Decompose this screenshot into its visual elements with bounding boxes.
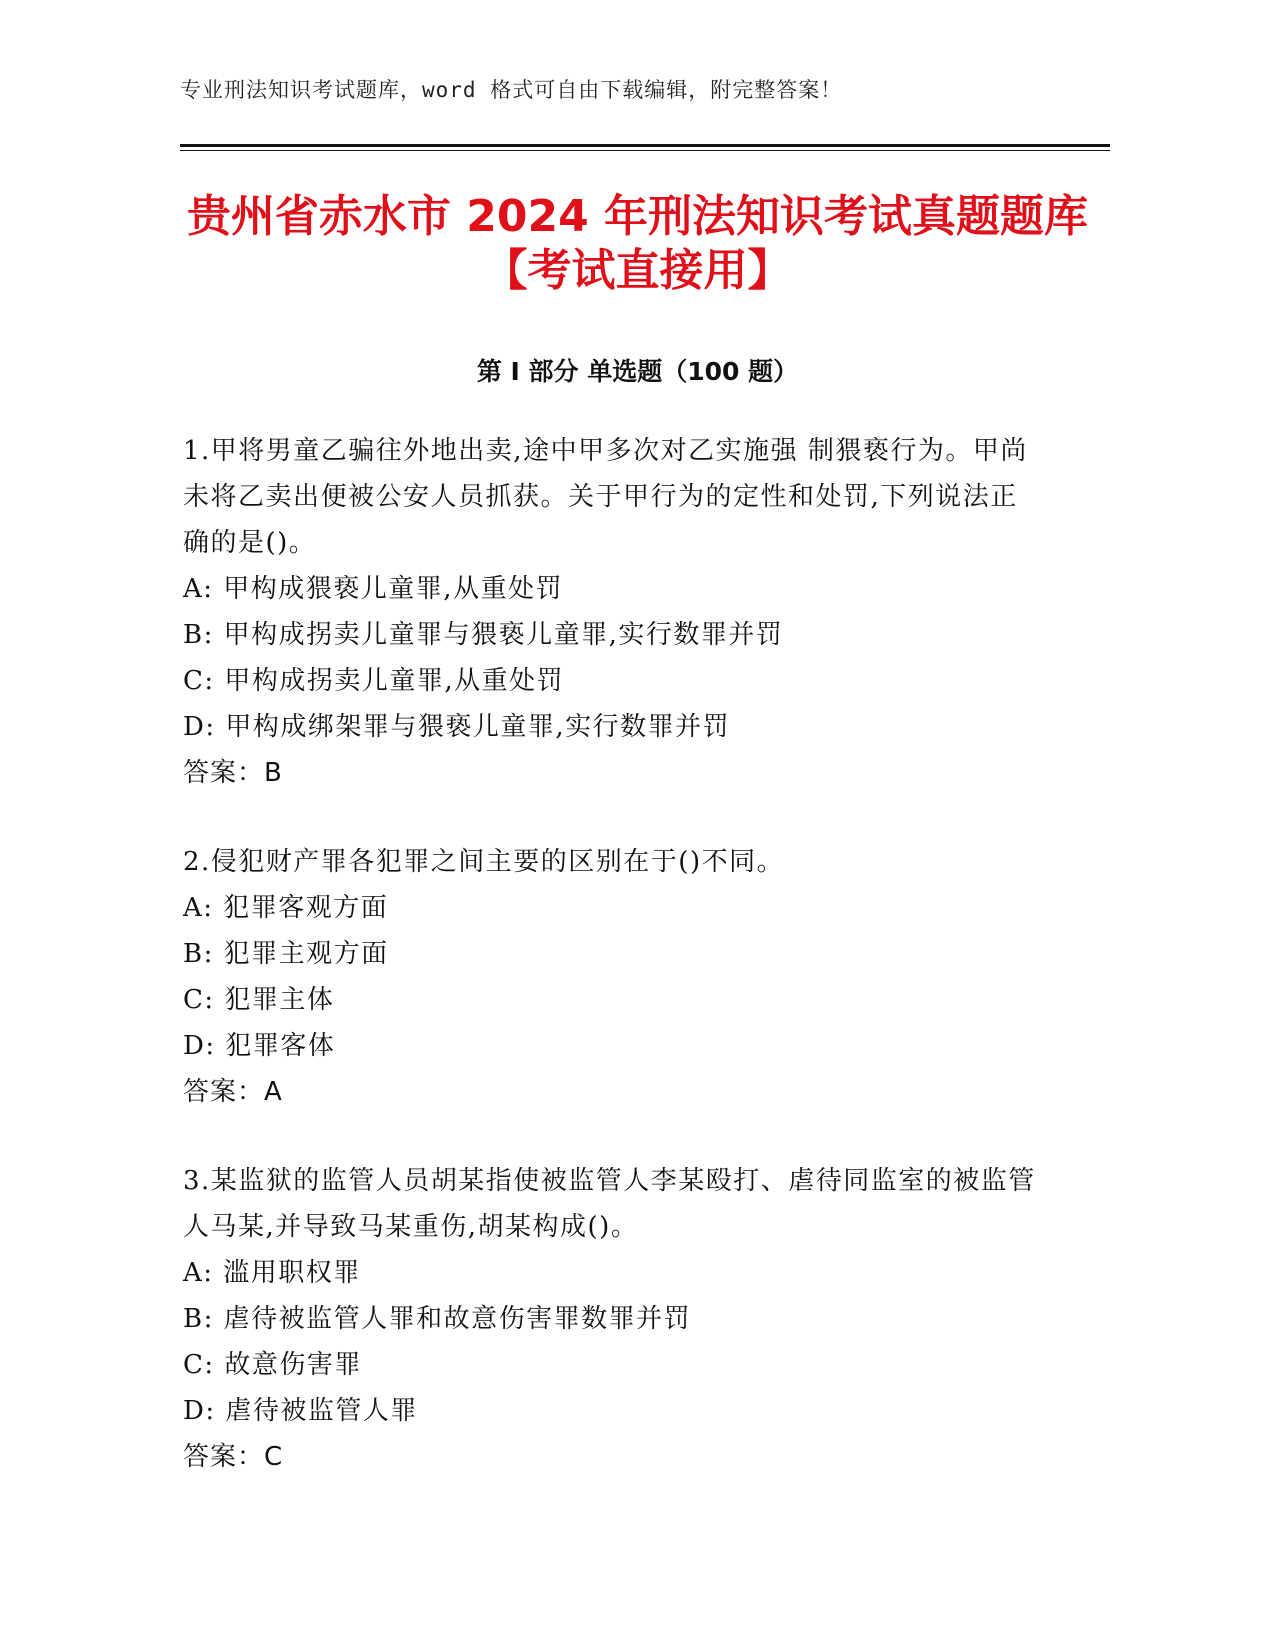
question-text: 1.甲将男童乙骗往外地出卖,途中甲多次对乙实施强 制猥亵行为。甲尚未将乙卖出便被公安人员抓获。关于甲行为的定性和处罚,下列说法正确的是()。 [183,436,1028,558]
option-c: C: 故意伤害罪 [183,1350,362,1380]
answer: 答案：A [183,1077,283,1107]
header-rule-thin [180,150,1110,151]
option-c: C: 犯罪主体 [183,985,335,1015]
question-text: 2.侵犯财产罪各犯罪之间主要的区别在于()不同。 [183,847,785,877]
header-rule-thick [180,144,1110,147]
option-a: A: 滥用职权罪 [183,1258,361,1288]
option-b: B: 虐待被监管人罪和故意伤害罪数罪并罚 [183,1304,692,1334]
question-2 [183,839,1043,1115]
document-title [150,190,1125,298]
answer: 答案：B [183,758,283,788]
option-a: A: 甲构成猥亵儿童罪,从重处罚 [183,574,564,604]
option-b: B: 甲构成拐卖儿童罪与猥亵儿童罪,实行数罪并罚 [183,620,784,650]
section-heading: 第 I 部分 单选题（100 题） [476,357,799,386]
title-line-2: 【考试直接用】 [483,245,792,296]
question-1 [183,428,1043,796]
option-d: D: 犯罪客体 [183,1031,336,1061]
option-d: D: 虐待被监管人罪 [183,1396,418,1426]
question-text: 3.某监狱的监管人员胡某指使被监管人李某殴打、虐待同监室的被监管人马某,并导致马某重伤,胡某构成()。 [183,1166,1036,1242]
option-c: C: 甲构成拐卖儿童罪,从重处罚 [183,666,565,696]
header-note: 专业刑法知识考试题库，word 格式可自由下载编辑，附完整答案！ [180,78,843,102]
question-3 [183,1158,1043,1480]
answer: 答案：C [183,1442,284,1472]
option-b: B: 犯罪主观方面 [183,939,389,969]
title-line-1: 贵州省赤水市 2024 年刑法知识考试真题题库 [186,191,1089,242]
option-a: A: 犯罪客观方面 [183,893,389,923]
question-list [183,428,1043,1523]
option-d: D: 甲构成绑架罪与猥亵儿童罪,实行数罪并罚 [183,712,731,742]
